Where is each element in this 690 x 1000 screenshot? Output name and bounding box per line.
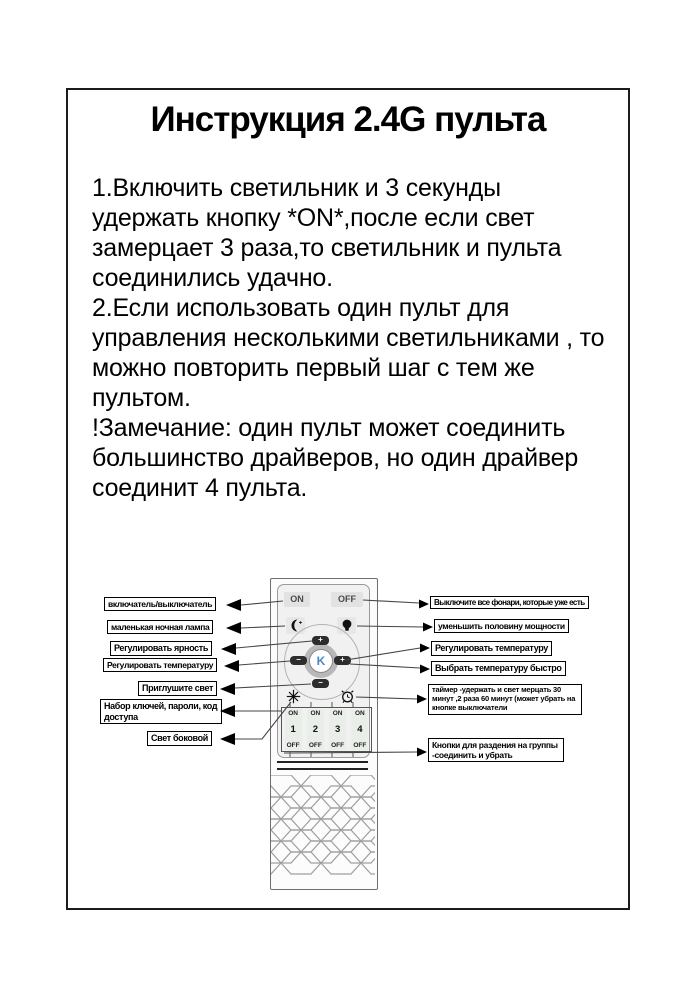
alarm-clock-icon <box>340 689 355 704</box>
step-2: 2.Если использовать один пульт для управления несколькими светильниками , то можно повторить первый шаг с тем же пультом. <box>92 294 605 412</box>
callout-adjust-brightness: Регулировать ярность <box>110 641 212 656</box>
side-light-button <box>286 689 301 704</box>
page-title: Инструкция 2.4G пульта <box>150 100 546 139</box>
callout-key-codes: Набор ключей, пароли, код доступа <box>100 699 222 724</box>
callout-on-off: включатель/выключатель <box>104 597 216 611</box>
note-text: !Замечание: один пульт может соединить большинство драйверов, но один драйвер соединит 4 пульта. <box>92 414 579 502</box>
step-1: 1.Включить светильник и 3 секунды удержать кнопку *ON*,после если свет замерцает 3 раза,то светильник и пульта соединились удачно. <box>92 174 562 292</box>
remote-on-button: ON <box>284 592 310 607</box>
callout-adjust-temperature-right: Регулировать температуру <box>431 641 552 656</box>
callout-adjust-temperature-left: Регулировать температуру <box>103 658 217 672</box>
honeycomb-texture <box>271 775 375 883</box>
callout-night-lamp: маленькая ночная лампа <box>107 620 213 634</box>
remote-off-button: OFF <box>331 592 363 607</box>
callout-side-light: Свет боковой <box>147 731 212 746</box>
sparkle-star-icon <box>286 689 301 704</box>
temperature-left-button: − <box>290 656 307 665</box>
group-button-grid <box>281 707 372 752</box>
group-button-3: ON 3 OFF <box>331 710 345 749</box>
group-button-1: ON 1 OFF <box>286 710 300 749</box>
callout-half-power: уменьшить половину мощности <box>434 619 569 633</box>
group-button-4: ON 4 OFF <box>353 710 367 749</box>
callout-timer: таймер -удержать и свет мерцать 30 минут ,2 раза 60 минут (может убрать на кнопке выключатели <box>428 684 582 715</box>
callout-dim-light: Приглушите свет <box>138 681 217 696</box>
divider-line-2 <box>277 768 368 770</box>
instruction-text <box>92 173 610 503</box>
dpad-center-button: K <box>309 649 333 673</box>
callout-quick-temperature: Выбрать температуру быстро <box>431 661 566 676</box>
brightness-up-button: + <box>312 636 329 645</box>
divider-line-1 <box>277 761 368 763</box>
temperature-right-button: + <box>334 656 351 665</box>
brightness-down-button: − <box>312 679 329 688</box>
callout-group-buttons: Кнопки для раздения на группы -соединить и убрать <box>428 738 564 762</box>
timer-button <box>340 689 355 704</box>
group-button-2: ON 2 OFF <box>308 710 322 749</box>
callout-turn-off-all: Выключите все фонари, которые уже есть <box>430 596 589 609</box>
